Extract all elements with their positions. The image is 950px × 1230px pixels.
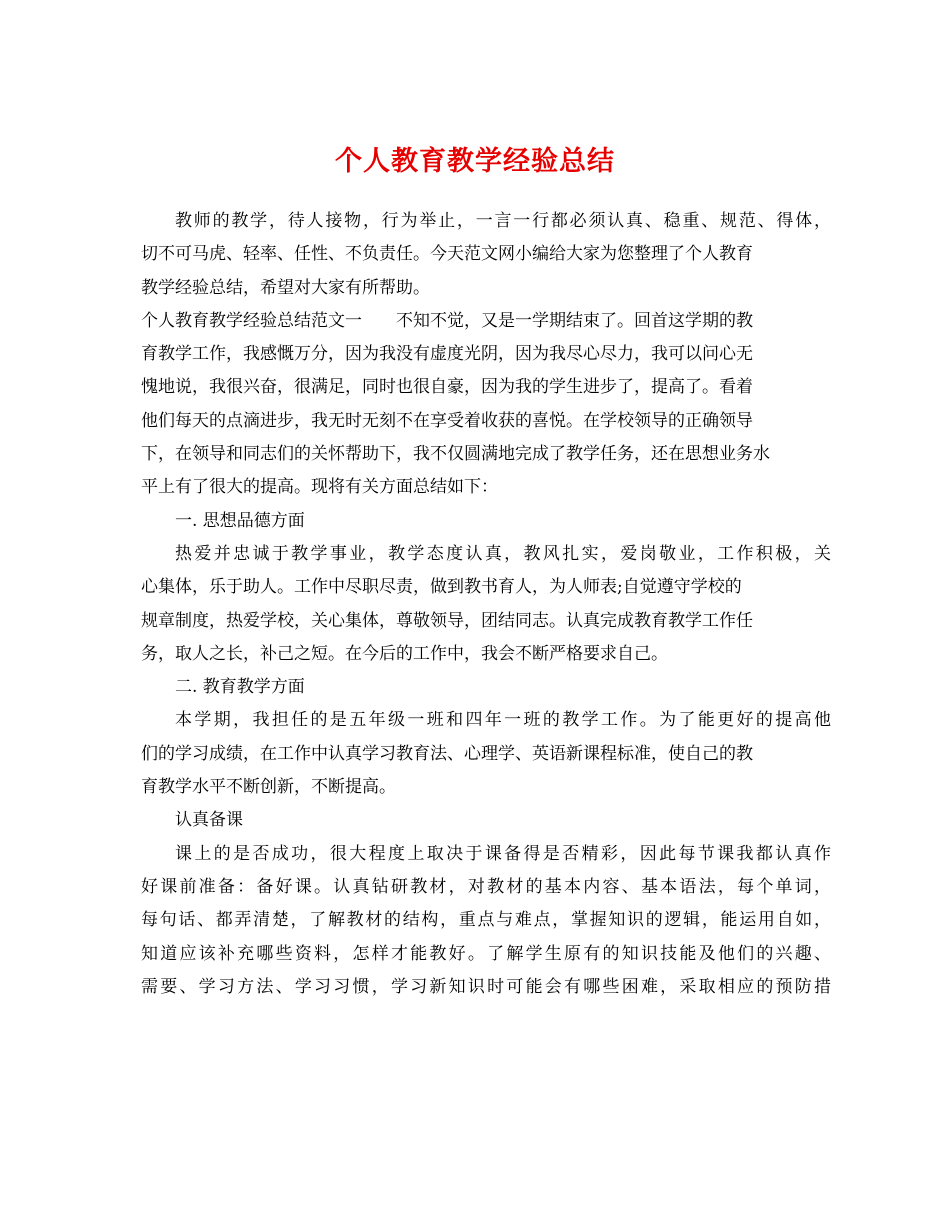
- body-line: 育教学水平不断创新，不断提高。: [141, 777, 396, 798]
- document-body: [141, 205, 831, 1004]
- body-line: 他们每天的点滴进步，我无时无刻不在享受着收获的喜悦。在学校领导的正确领导: [141, 410, 753, 431]
- body-line: 个人教育教学经验总结范文一 不知不觉，又是一学期结束了。回首这学期的教: [141, 310, 753, 331]
- body-line: 好课前准备：备好课。认真钻研教材，对教材的基本内容、基本语法，每个单词，: [141, 876, 831, 897]
- body-line: 育教学工作，我感慨万分，因为我没有虚度光阴，因为我尽心尽力，我可以问心无: [141, 344, 753, 365]
- body-line: 务，取人之长，补己之短。在今后的工作中，我会不断严格要求自己。: [141, 643, 668, 664]
- body-line: 教师的教学，待人接物，行为举止，一言一行都必须认真、稳重、规范、得体，: [175, 211, 831, 231]
- body-line: 认真备课: [175, 810, 243, 831]
- body-line: 需要、学习方法、学习习惯，学习新知识时可能会有哪些困难，采取相应的预防措: [141, 976, 831, 997]
- body-line: 本学期，我担任的是五年级一班和四年一班的教学工作。为了能更好的提高他: [175, 710, 831, 731]
- body-line: 热爱并忠诚于教学事业，教学态度认真，教风扎实，爱岗敬业，工作积极，关: [175, 543, 831, 564]
- document-title: 个人教育教学经验总结: [335, 146, 615, 177]
- body-line: 切不可马虎、轻率、任性、不负责任。今天范文网小编给大家为您整理了个人教育: [141, 244, 753, 265]
- body-line: 教学经验总结，希望对大家有所帮助。: [141, 277, 430, 298]
- body-line: 平上有了很大的提高。现将有关方面总结如下：: [141, 477, 498, 498]
- body-line: 二. 教育教学方面: [175, 677, 305, 698]
- body-line: 下，在领导和同志们的关怀帮助下，我不仅圆满地完成了教学任务，还在思想业务水: [141, 444, 770, 465]
- body-line: 课上的是否成功，很大程度上取决于课备得是否精彩，因此每节课我都认真作: [175, 843, 831, 864]
- body-line: 每句话、都弄清楚，了解教材的结构，重点与难点，掌握知识的逻辑，能运用自如，: [141, 910, 831, 931]
- body-line: 一. 思想品德方面: [175, 510, 305, 531]
- body-line: 们的学习成绩，在工作中认真学习教育法、心理学、英语新课程标准，使自己的教: [141, 743, 753, 764]
- body-line: 知道应该补充哪些资料，怎样才能教好。了解学生原有的知识技能及他们的兴趣、: [141, 943, 831, 964]
- body-line: 愧地说，我很兴奋，很满足，同时也很自豪，因为我的学生进步了，提高了。看着: [141, 377, 753, 398]
- body-line: 规章制度，热爱学校，关心集体，尊敬领导，团结同志。认真完成教育教学工作任: [141, 610, 753, 631]
- body-line: 心集体，乐于助人。工作中尽职尽责，做到教书育人，为人师表;自觉遵守学校的: [141, 577, 742, 598]
